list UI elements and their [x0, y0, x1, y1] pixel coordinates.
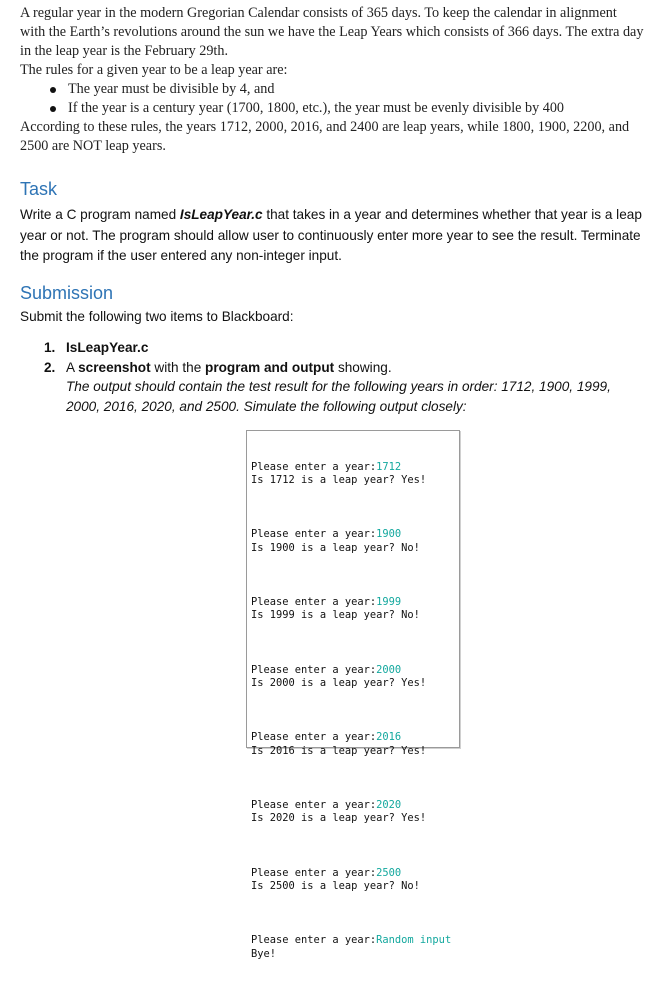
console-output-screenshot: [246, 430, 460, 960]
rules-list: [20, 80, 645, 118]
console-block: [251, 731, 459, 758]
task-text-after: that takes in a year and determines whether that year is a leap year or not. The program should allow user to continuously enter more year to see the result. Terminate the program if the user entered any non-integer input.: [20, 207, 642, 263]
submission-list: [44, 338, 634, 416]
submission-item-2: [44, 358, 634, 378]
item-label: IsLeapYear.c: [66, 340, 149, 355]
task-heading: Task: [20, 179, 58, 199]
item-bold-screenshot: screenshot: [78, 359, 151, 375]
rules-intro: The rules for a given year to be a leap year are:: [20, 62, 288, 78]
console-block: [251, 799, 459, 826]
examples-paragraph: According to these rules, the years 1712, 2000, 2016, and 2400 are leap years, while 1800, 1900, 2200, and 2500 are NOT leap years.: [20, 119, 630, 154]
console-result: Is 1900 is a leap year? No!: [251, 541, 420, 554]
item-bold-program: program and output: [205, 359, 335, 375]
console-block: [251, 934, 459, 961]
item-number: 1.: [44, 340, 56, 355]
console-block: [251, 664, 459, 691]
console-input: 2500: [376, 866, 402, 879]
console-result: Is 2500 is a leap year? No!: [251, 879, 420, 892]
intro-section: [20, 4, 645, 156]
console-result: Is 2016 is a leap year? Yes!: [251, 744, 427, 757]
submission-note: The output should contain the test result for the following years in order: 1712, 1900, 1999, 2000, 2016, 2020, and 2500. Simulate the following output closely:: [66, 379, 611, 414]
console-prompt: Please enter a year:: [251, 663, 377, 676]
intro-paragraph: A regular year in the modern Gregorian Calendar consists of 365 days. To keep the calendar in alignment with the Earth’s revolutions around the sun we have the Leap Years which consists of 366 days. The extra day in the leap year is the February 29th.: [20, 5, 644, 59]
console-input: 1712: [376, 460, 402, 473]
console-prompt: Please enter a year:: [251, 528, 377, 541]
task-text-before: Write a C program named: [20, 207, 180, 222]
console-input: 2016: [376, 731, 402, 744]
item-text: showing.: [334, 359, 392, 375]
console-result: Bye!: [251, 947, 277, 960]
console-input: 1999: [376, 596, 402, 609]
submission-item-1: [44, 338, 634, 358]
console-result: Is 2000 is a leap year? Yes!: [251, 677, 427, 690]
submission-intro: Submit the following two items to Blackboard:: [20, 309, 294, 324]
task-filename: IsLeapYear.c: [179, 207, 263, 222]
console-input: 2020: [376, 798, 402, 811]
console-block: [251, 461, 459, 488]
console-prompt: Please enter a year:: [251, 798, 377, 811]
console-prompt: Please enter a year:: [251, 866, 377, 879]
console-result: Is 1999 is a leap year? No!: [251, 609, 420, 622]
console-result: Is 2020 is a leap year? Yes!: [251, 812, 427, 825]
console-block: [251, 596, 459, 623]
item-text: with the: [150, 359, 206, 375]
rule-item: The year must be divisible by 4, and: [20, 80, 645, 99]
submission-heading: Submission: [20, 283, 114, 303]
item-number: 2.: [44, 359, 56, 375]
task-description: [20, 205, 645, 267]
console-result: Is 1712 is a leap year? Yes!: [251, 474, 427, 487]
console-input: 2000: [376, 663, 402, 676]
console-block: [251, 867, 459, 894]
console-prompt: Please enter a year:: [251, 460, 377, 473]
console-prompt: Please enter a year:: [251, 934, 377, 947]
console-prompt: Please enter a year:: [251, 731, 377, 744]
item-text: A: [66, 359, 79, 375]
console-prompt: Please enter a year:: [251, 596, 377, 609]
rule-item: If the year is a century year (1700, 1800, etc.), the year must be evenly divisible by 400: [20, 99, 645, 118]
console-block: [251, 528, 459, 555]
console-input: 1900: [376, 528, 402, 541]
console-input: Random input: [376, 934, 452, 947]
